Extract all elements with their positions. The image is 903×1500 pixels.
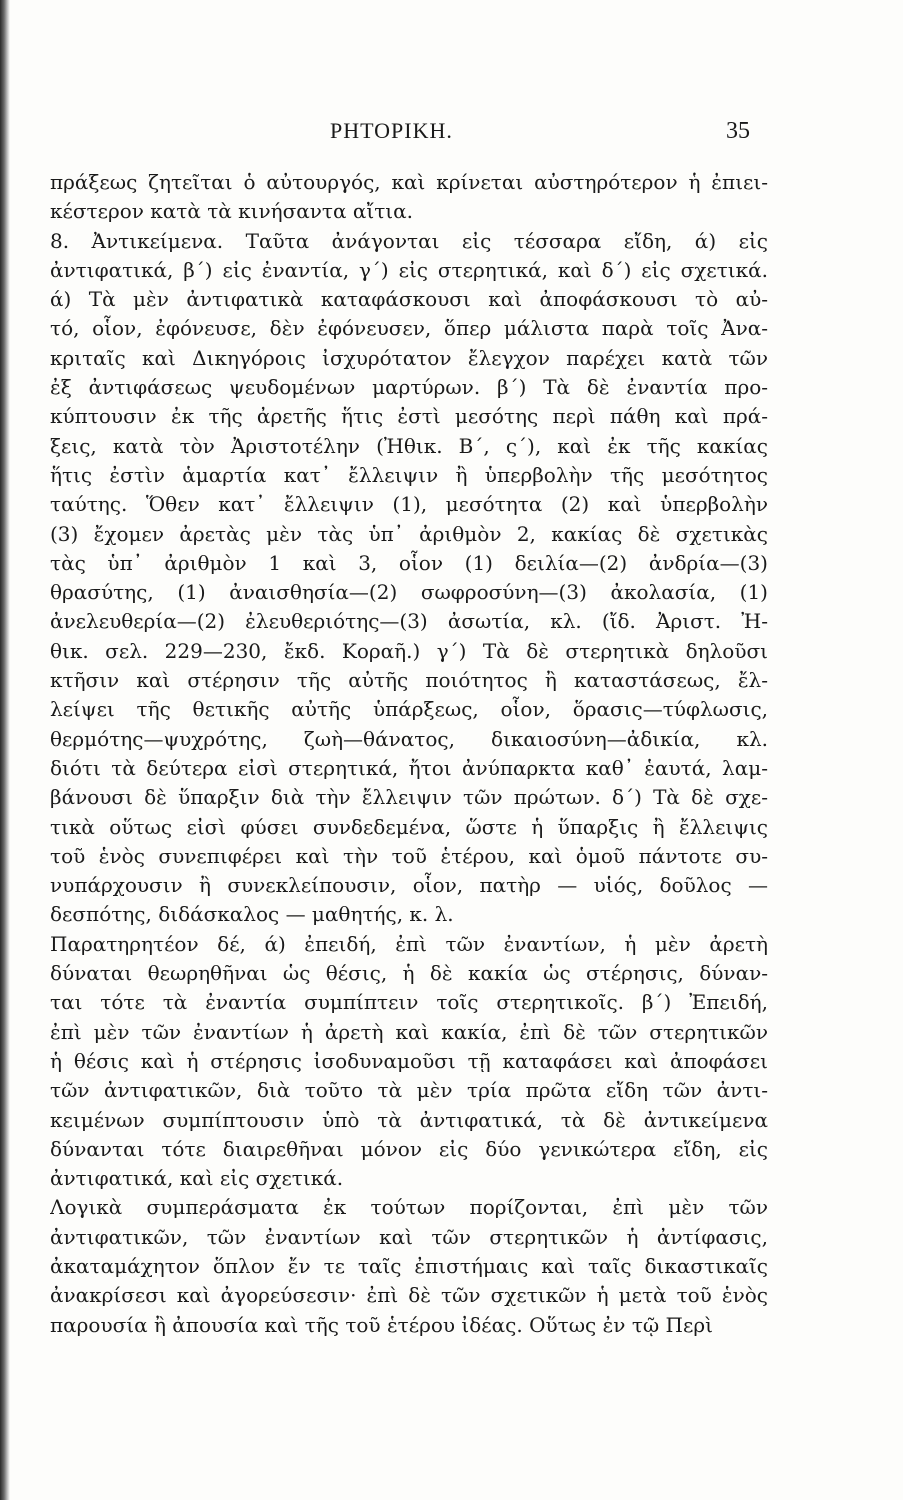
text-line: δεσπότης, διδάσκαλος — μαθητής, κ. λ. [50, 902, 454, 927]
text-line: Λογικὰ συμπεράσματα ἐκ τούτων πορίζονται, ἐπὶ μὲν τῶν [50, 1195, 768, 1220]
body-text [50, 168, 768, 1340]
text-line: δύναται θεωρηθῆναι ὡς θέσις, ἡ δὲ κακία ὡς στέρησις, δύναν- [50, 961, 768, 986]
text-line: κειμένων συμπίπτουσιν ὑπὸ τὰ ἀντιφατικά, τὰ δὲ ἀντικείμενα [50, 1107, 768, 1132]
text-line: ἀντιφατικά, καὶ εἰς σχετικά. [50, 1166, 344, 1191]
text-line: ἀντιφατικῶν, τῶν ἐναντίων καὶ τῶν στερητικῶν ἡ ἀντίφασις, [50, 1224, 768, 1249]
text-line: βάνουσι δὲ ὕπαρξιν διὰ τὴν ἔλλειψιν τῶν πρώτων. δ΄) Τὰ δὲ σχε- [50, 785, 768, 810]
text-line: ξεις, κατὰ τὸν Ἀριστοτέλην (Ἠθικ. Β΄, ς΄), καὶ ἐκ τῆς κακίας [50, 433, 768, 458]
text-line: δύνανται τότε διαιρεθῆναι μόνον εἰς δύο γενικώτερα εἴδη, εἰς [50, 1136, 768, 1161]
text-line: τὰς ὑπ᾽ ἀριθμὸν 1 καὶ 3, οἷον (1) δειλία—(2) ἀνδρία—(3) [50, 550, 768, 575]
text-line: ἥτις ἐστὶν ἁμαρτία κατ᾽ ἔλλειψιν ἢ ὑπερβολὴν τῆς μεσότητος [50, 462, 768, 487]
text-line: παρουσία ἢ ἀπουσία καὶ τῆς τοῦ ἑτέρου ἰδέας. Οὕτως ἐν τῷ Περὶ [50, 1312, 713, 1337]
text-line: ἀκαταμάχητον ὅπλον ἔν τε ταῖς ἐπιστήμαις καὶ ταῖς δικαστικαῖς [50, 1253, 768, 1278]
text-line: ἐπὶ μὲν τῶν ἐναντίων ἡ ἀρετὴ καὶ κακία, ἐπὶ δὲ τῶν στερητικῶν [50, 1019, 768, 1044]
text-line: διότι τὰ δεύτερα εἰσὶ στερητικά, ἤτοι ἀνύπαρκτα καθ᾽ ἑαυτά, λαμ- [50, 755, 768, 780]
text-line: τό, οἷον, ἐφόνευσε, δὲν ἐφόνευσεν, ὅπερ μάλιστα παρὰ τοῖς Ἀνα- [50, 316, 768, 341]
text-line: πράξεως ζητεῖται ὁ αὐτουργός, καὶ κρίνεται αὐστηρότερον ἡ ἐπιει- [50, 170, 768, 194]
text-line: ἀνακρίσεσι καὶ ἀγορεύσεσιν· ἐπὶ δὲ τῶν σχετικῶν ἡ μετὰ τοῦ ἑνὸς [50, 1283, 768, 1308]
text-line: ἀνελευθερία—(2) ἐλευθεριότης—(3) ἀσωτία, κλ. (ἴδ. Ἀριστ. Ἠ- [50, 609, 768, 634]
text-line: ἀντιφατικά, β΄) εἰς ἐναντία, γ΄) εἰς στερητικά, καὶ δ΄) εἰς σχετικά. [50, 257, 768, 282]
text-line: ά) Τὰ μὲν ἀντιφατικὰ καταφάσκουσι καὶ ἀποφάσκουσι τὸ αὐ- [50, 287, 768, 312]
text-line: κέστερον κατὰ τὰ κινήσαντα αἴτια. [50, 199, 413, 224]
text-line: κύπτουσιν ἐκ τῆς ἀρετῆς ἥτις ἐστὶ μεσότης περὶ πάθη καὶ πρά- [50, 404, 768, 429]
page-header [0, 118, 903, 150]
text-line: θερμότης—ψυχρότης, ζωὴ—θάνατος, δικαιοσύνη—ἀδικία, κλ. [50, 726, 768, 751]
text-line: τοῦ ἑνὸς συνεπιφέρει καὶ τὴν τοῦ ἑτέρου, καὶ ὁμοῦ πάντοτε συ- [50, 843, 768, 868]
text-line: ἐξ ἀντιφάσεως ψευδομένων μαρτύρων. β΄) Τὰ δὲ ἐναντία προ- [50, 375, 768, 400]
page-number: 35 [726, 118, 750, 144]
text-line: θικ. σελ. 229—230, ἔκδ. Κοραῆ.) γ΄) Τὰ δὲ στερητικὰ δηλοῦσι [50, 638, 768, 663]
text-line: ται τότε τὰ ἐναντία συμπίπτειν τοῖς στερητικοῖς. β΄) Ἐπειδή, [50, 990, 768, 1015]
text-line: κριταῖς καὶ Δικηγόροις ἰσχυρότατον ἔλεγχον παρέχει κατὰ τῶν [50, 345, 768, 370]
text-line: νυπάρχουσιν ἢ συνεκλείπουσιν, οἷον, πατὴρ — υἱός, δοῦλος — [50, 873, 768, 898]
text-line: 8. Ἀντικείμενα. Ταῦτα ἀνάγονται εἰς τέσσαρα εἴδη, ά) εἰς [50, 228, 768, 253]
text-line: Παρατηρητέον δέ, ά) ἐπειδή, ἐπὶ τῶν ἐναντίων, ἡ μὲν ἀρετὴ [50, 931, 768, 956]
text-line: θρασύτης, (1) ἀναισθησία—(2) σωφροσύνη—(3) ἀκολασία, (1) [50, 580, 768, 605]
text-line: ταύτης. Ὅθεν κατ᾽ ἔλλειψιν (1), μεσότητα (2) καὶ ὑπερβολὴν [50, 492, 768, 517]
text-line: τῶν ἀντιφατικῶν, διὰ τοῦτο τὰ μὲν τρία πρῶτα εἴδη τῶν ἀντι- [50, 1078, 768, 1103]
text-line: λείψει τῆς θετικῆς αὐτῆς ὑπάρξεως, οἷον, ὅρασις—τύφλωσις, [50, 697, 768, 722]
text-line: κτῆσιν καὶ στέρησιν τῆς αὐτῆς ποιότητος ἢ καταστάσεως, ἔλ- [50, 668, 768, 693]
binding-shadow [0, 0, 10, 1500]
text-line: τικὰ οὕτως εἰσὶ φύσει συνδεδεμένα, ὥστε ἡ ὕπαρξις ἢ ἔλλειψις [50, 814, 768, 839]
text-line: ἡ θέσις καὶ ἡ στέρησις ἰσοδυναμοῦσι τῇ καταφάσει καὶ ἀποφάσει [50, 1048, 768, 1073]
text-line: (3) ἔχομεν ἀρετὰς μὲν τὰς ὑπ᾽ ἀριθμὸν 2, κακίας δὲ σχετικὰς [50, 521, 768, 546]
running-head: ΡΗΤΟΡΙΚΗ. [330, 118, 453, 143]
